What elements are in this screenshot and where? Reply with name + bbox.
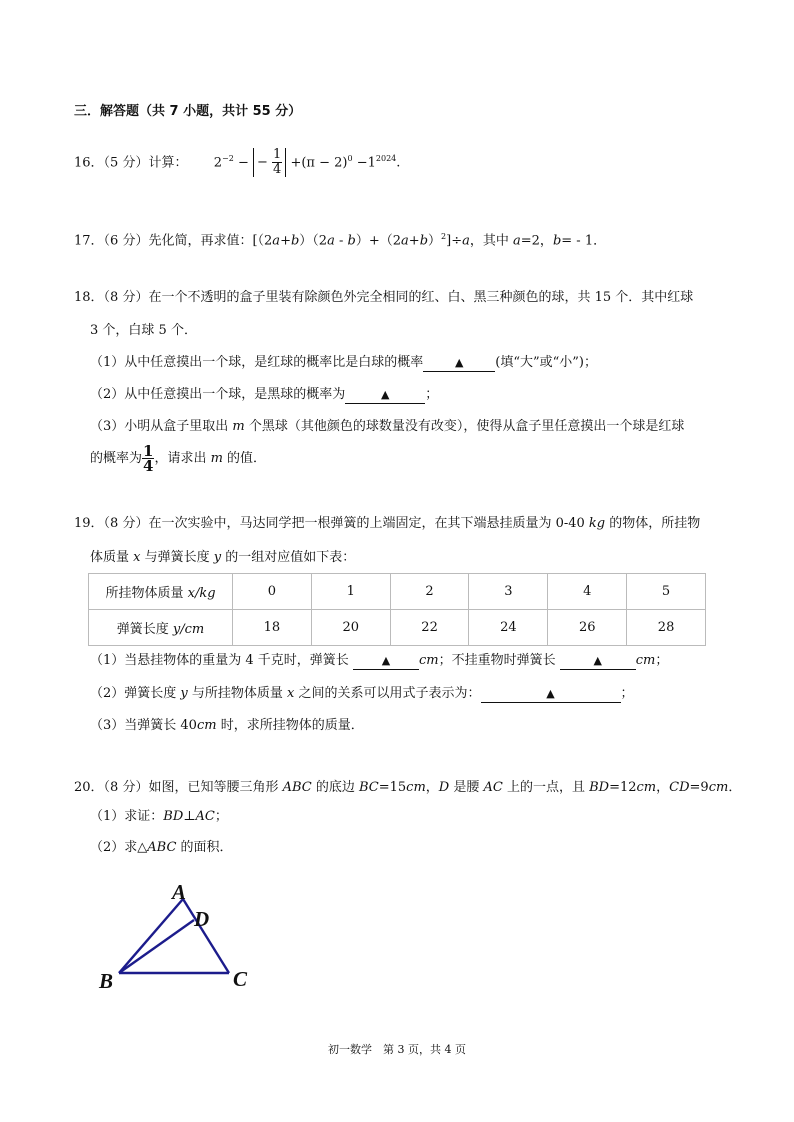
q16-paren: +(π − 2) bbox=[290, 155, 348, 171]
q20-var: BC bbox=[358, 780, 379, 795]
q20-var: ABC bbox=[147, 840, 177, 855]
triangle-marker-icon: ▲ bbox=[455, 356, 464, 369]
q18-part3 bbox=[90, 417, 684, 437]
table-cell: 26 bbox=[548, 610, 627, 646]
q19-text: 与弹簧长度 bbox=[140, 550, 214, 565]
question-16 bbox=[74, 145, 400, 177]
table-cell: 20 bbox=[311, 610, 390, 646]
table-row bbox=[89, 610, 706, 646]
q18-frac-den: 4 bbox=[143, 457, 154, 475]
q18-part2-text: ； bbox=[425, 387, 439, 402]
q20-text: ． bbox=[728, 780, 742, 795]
table-cell: 24 bbox=[469, 610, 548, 646]
table-cell: 22 bbox=[390, 610, 469, 646]
q20-text: 是腰 bbox=[449, 780, 484, 795]
mass-length-table bbox=[88, 573, 706, 646]
table-cell: 4 bbox=[548, 574, 627, 610]
answer-blank[interactable] bbox=[353, 653, 419, 670]
q17-var: a bbox=[462, 233, 470, 249]
q19-part3-text: （3）当弹簧长 40 bbox=[90, 718, 197, 733]
q17-text: ） bbox=[428, 233, 442, 249]
q20-var: BD⊥AC bbox=[163, 809, 215, 824]
q18-part3-text: 个黑球（其他颜色的球数量没有改变），使得从盒子里任意摸出一个球是红球 bbox=[244, 419, 685, 434]
q20-var: BD bbox=[589, 780, 610, 795]
q17-var: b bbox=[290, 233, 300, 249]
triangle-marker-icon: ▲ bbox=[593, 654, 602, 667]
q17-text: ）（2 bbox=[299, 233, 328, 249]
vertex-label-a: A bbox=[172, 880, 187, 904]
q18-part1 bbox=[90, 353, 597, 373]
q20-var: AC bbox=[483, 780, 503, 795]
table-cell: 1 bbox=[311, 574, 390, 610]
q19-var: x bbox=[287, 686, 295, 701]
q20-text: 的底边 bbox=[311, 780, 359, 795]
q16-prefix: 16．（5 分）计算： bbox=[74, 155, 188, 171]
q19-unit: cm bbox=[196, 718, 217, 733]
table-label-unit: x/kg bbox=[187, 586, 216, 601]
table-header-cell bbox=[89, 610, 233, 646]
q16-exp1: −2 bbox=[222, 154, 234, 163]
q18-part2 bbox=[90, 385, 438, 405]
q19-part3 bbox=[90, 716, 364, 736]
q20-part2-text: （2）求△ bbox=[90, 840, 148, 855]
q17-sup: 2 bbox=[441, 232, 447, 241]
q18-frac-num: 1 bbox=[143, 442, 154, 460]
q19-part2-text: 与所挂物体质量 bbox=[187, 686, 288, 701]
q18-part3-text: 的值． bbox=[222, 451, 267, 466]
q19-text: 的物体，所挂物 bbox=[605, 516, 701, 531]
table-label: 弹簧长度 bbox=[116, 622, 173, 637]
vertex-label-d: D bbox=[194, 907, 210, 931]
q18-part3-text: ，请求出 bbox=[154, 451, 211, 466]
q16-exp2: 0 bbox=[347, 154, 353, 163]
q16-exp3: 2024 bbox=[375, 154, 397, 163]
q17-var: a bbox=[272, 233, 281, 249]
section-title: 三．解答题（共 7 小题，共计 55 分） bbox=[74, 104, 302, 119]
q20-text: ， bbox=[425, 780, 439, 795]
q18-line2: 3 个，白球 5 个． bbox=[90, 323, 197, 338]
q19-part1-text: ；不挂重物时弹簧长 bbox=[438, 653, 560, 668]
q19-text: 体质量 bbox=[90, 550, 134, 565]
q16-minus2: −1 bbox=[356, 155, 376, 171]
q20-text: 20．（8 分）如图，已知等腰三角形 bbox=[74, 780, 283, 795]
q20-part2-text: 的面积． bbox=[176, 840, 233, 855]
q16-minus: − bbox=[237, 155, 249, 171]
table-cell: 18 bbox=[233, 610, 312, 646]
q19-unit: cm bbox=[635, 653, 656, 668]
q18-part1-text: （1）从中任意摸出一个球，是红球的概率比是白球的概率 bbox=[90, 355, 424, 370]
q17-text: 17．（6 分）先化简，再求值：[（2 bbox=[74, 233, 273, 249]
q20-part1-text: ； bbox=[214, 809, 228, 824]
q16-frac-den: 4 bbox=[273, 162, 282, 178]
q17-var: a bbox=[327, 233, 335, 249]
q20-unit: cm bbox=[406, 780, 426, 795]
q17-text: + bbox=[408, 233, 420, 249]
q19-unit: kg bbox=[588, 516, 606, 531]
q18-part3-cont bbox=[90, 442, 266, 476]
question-17 bbox=[74, 227, 606, 251]
q19-part1-text: （1）当悬挂物体的重量为 4 千克时，弹簧长 bbox=[90, 653, 353, 668]
table-row bbox=[89, 574, 706, 610]
q19-line1 bbox=[74, 514, 700, 534]
q17-text: - bbox=[334, 233, 348, 249]
q16-fraction bbox=[272, 148, 282, 177]
q17-var: b bbox=[552, 233, 562, 249]
q19-part2-text: 之间的关系可以用式子表示为： bbox=[294, 686, 481, 701]
q18-part2-text: （2）从中任意摸出一个球，是黑球的概率为 bbox=[90, 387, 346, 402]
table-cell: 3 bbox=[469, 574, 548, 610]
q20-var: D bbox=[438, 780, 450, 795]
q19-part1-text: ； bbox=[655, 653, 669, 668]
q17-text: ，其中 bbox=[469, 233, 513, 249]
triangle-marker-icon: ▲ bbox=[546, 687, 555, 700]
q16-base1: 2 bbox=[213, 155, 223, 171]
q18-part3-text: 的概率为 bbox=[90, 451, 143, 466]
q20-part1-text: （1）求证： bbox=[90, 809, 164, 824]
q18-fraction bbox=[142, 444, 154, 473]
table-header-cell bbox=[89, 574, 233, 610]
answer-blank[interactable] bbox=[481, 686, 621, 703]
q16-end: . bbox=[396, 155, 401, 171]
q17-text: + bbox=[280, 233, 291, 249]
q20-text: 上的一点，且 bbox=[502, 780, 590, 795]
q17-var: a bbox=[513, 233, 521, 249]
vertex-label-b: B bbox=[99, 969, 114, 993]
vertex-label-c: C bbox=[233, 967, 248, 991]
answer-blank[interactable] bbox=[423, 355, 495, 372]
q17-var: a bbox=[401, 233, 409, 249]
q19-var: x bbox=[133, 550, 141, 565]
q20-unit: cm bbox=[636, 780, 657, 795]
q17-text: ）+（2 bbox=[355, 233, 402, 249]
q19-part1 bbox=[90, 651, 668, 671]
q20-line1 bbox=[74, 778, 741, 798]
triangle-marker-icon: ▲ bbox=[381, 388, 390, 401]
q20-text: =15 bbox=[378, 780, 407, 795]
q20-text: ， bbox=[656, 780, 670, 795]
q17-text: = - 1． bbox=[561, 233, 607, 249]
q16-neg: − bbox=[257, 155, 268, 171]
q20-var: CD bbox=[669, 780, 690, 795]
table-cell: 2 bbox=[390, 574, 469, 610]
q17-var: b bbox=[419, 233, 429, 249]
q17-text: ]÷ bbox=[446, 233, 463, 249]
q20-text: =9 bbox=[689, 780, 709, 795]
answer-blank[interactable] bbox=[560, 653, 636, 670]
table-label: 所挂物体质量 bbox=[105, 586, 188, 601]
q18-part1-text: (填“大”或“小”)； bbox=[495, 355, 598, 370]
q19-line2 bbox=[90, 548, 355, 568]
q19-part2-text: （2）弹簧长度 bbox=[90, 686, 181, 701]
q19-var: y bbox=[213, 550, 222, 565]
q19-unit: cm bbox=[418, 653, 439, 668]
q20-part1 bbox=[90, 807, 228, 827]
q17-var: b bbox=[347, 233, 356, 249]
answer-blank[interactable] bbox=[345, 387, 425, 404]
q20-part2 bbox=[90, 838, 233, 858]
q19-text: 19．（8 分）在一次实验中，马达同学把一根弹簧的上端固定，在其下端悬挂质量为 0-40 bbox=[74, 516, 589, 531]
q20-text: =12 bbox=[609, 780, 637, 795]
q20-unit: cm bbox=[708, 780, 729, 795]
q19-text: 的一组对应值如下表： bbox=[221, 550, 356, 565]
q19-part3-text: 时，求所挂物体的质量． bbox=[216, 718, 364, 733]
q19-part2-text: ； bbox=[620, 686, 634, 701]
q16-abs-value bbox=[253, 148, 286, 177]
q18-line1: 18．（8 分）在一个不透明的盒子里装有除颜色外完全相同的红、白、黑三种颜色的球，共 15 个．其中红球 bbox=[74, 290, 694, 305]
q16-frac-num: 1 bbox=[273, 147, 282, 163]
triangle-marker-icon: ▲ bbox=[381, 654, 391, 667]
q19-part2 bbox=[90, 684, 634, 704]
q18-var: m bbox=[210, 451, 223, 466]
page-footer: 初一数学 第 3 页，共 4 页 bbox=[328, 1043, 466, 1056]
table-cell: 5 bbox=[627, 574, 706, 610]
table-label-unit: y/cm bbox=[172, 622, 205, 637]
table-cell: 28 bbox=[627, 610, 706, 646]
q20-var: ABC bbox=[282, 780, 312, 795]
q17-text: =2， bbox=[520, 233, 553, 249]
q18-var: m bbox=[232, 419, 245, 434]
triangle-figure bbox=[90, 875, 270, 1000]
table-cell: 0 bbox=[233, 574, 312, 610]
q18-part3-text: （3）小明从盒子里取出 bbox=[90, 419, 233, 434]
q19-var: y bbox=[180, 686, 188, 701]
